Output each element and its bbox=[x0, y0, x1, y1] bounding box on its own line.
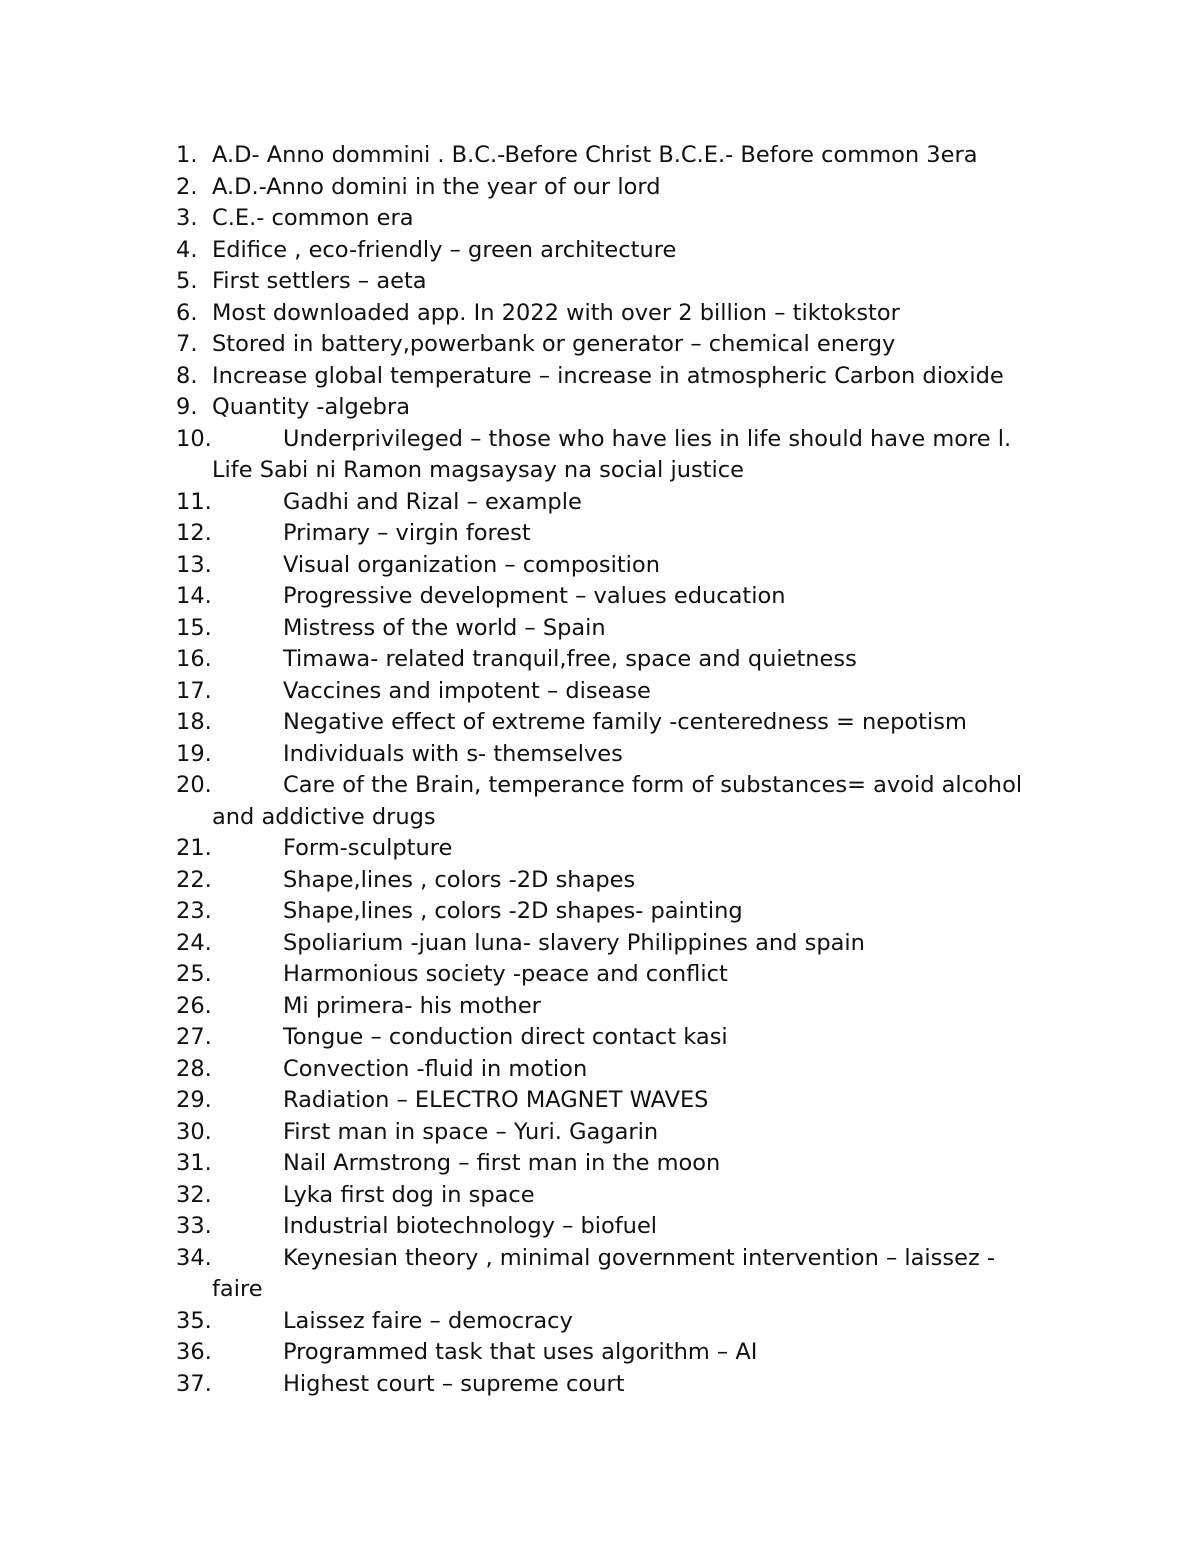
item-number: 11. bbox=[176, 488, 212, 515]
item-text: Lyka first dog in space bbox=[283, 1181, 535, 1208]
list-item bbox=[176, 613, 1076, 645]
list-item bbox=[176, 550, 1076, 582]
item-text-continued: faire bbox=[212, 1276, 263, 1302]
item-number: 9. bbox=[176, 394, 198, 420]
item-number: 21. bbox=[176, 835, 212, 861]
item-text: Vaccines and impotent – disease bbox=[283, 677, 651, 704]
list-item bbox=[176, 203, 1076, 235]
item-number: 25. bbox=[176, 961, 212, 987]
item-text: First settlers – aeta bbox=[212, 268, 427, 294]
item-number: 23. bbox=[176, 898, 212, 924]
list-item bbox=[176, 424, 1076, 487]
item-number: 10. bbox=[176, 425, 212, 452]
list-item bbox=[176, 896, 1076, 928]
item-text: Industrial biotechnology – biofuel bbox=[283, 1213, 658, 1239]
item-text: Individuals with s- themselves bbox=[283, 740, 623, 767]
list-item bbox=[176, 1022, 1076, 1054]
list-item bbox=[176, 518, 1076, 550]
item-text: Shape,lines , colors -2D shapes- painting bbox=[283, 898, 743, 924]
item-text-continued: Life Sabi ni Ramon magsaysay na social justice bbox=[212, 457, 744, 483]
list-item bbox=[176, 770, 1076, 833]
item-text: Care of the Brain, temperance form of substances= avoid alcohol bbox=[283, 772, 1023, 798]
item-number: 18. bbox=[176, 709, 212, 735]
item-text: Nail Armstrong – first man in the moon bbox=[283, 1150, 721, 1176]
item-text: First man in space – Yuri. Gagarin bbox=[283, 1118, 659, 1145]
numbered-list bbox=[176, 140, 1076, 1400]
item-number: 7. bbox=[176, 331, 198, 357]
list-item bbox=[176, 392, 1076, 424]
item-number: 28. bbox=[176, 1055, 212, 1082]
list-item bbox=[176, 1211, 1076, 1243]
item-text: Spoliarium -juan luna- slavery Philippines and spain bbox=[283, 929, 865, 956]
item-number: 16. bbox=[176, 646, 212, 672]
list-item bbox=[176, 1054, 1076, 1086]
item-number: 34. bbox=[176, 1244, 212, 1271]
item-text: Convection -fluid in motion bbox=[283, 1055, 588, 1082]
item-number: 22. bbox=[176, 866, 212, 893]
item-text: Progressive development – values education bbox=[283, 583, 786, 609]
list-item bbox=[176, 1085, 1076, 1117]
item-text: A.D.-Anno domini in the year of our lord bbox=[212, 173, 661, 200]
item-number: 26. bbox=[176, 992, 212, 1019]
item-text: Visual organization – composition bbox=[283, 551, 660, 578]
item-text: Primary – virgin forest bbox=[283, 520, 531, 546]
item-number: 27. bbox=[176, 1024, 212, 1050]
item-number: 31. bbox=[176, 1150, 212, 1176]
list-item bbox=[176, 1148, 1076, 1180]
item-text: Keynesian theory , minimal government intervention – laissez - bbox=[283, 1244, 996, 1271]
item-text: Gadhi and Rizal – example bbox=[283, 488, 582, 515]
list-item bbox=[176, 1117, 1076, 1149]
item-number: 17. bbox=[176, 677, 212, 704]
item-number: 12. bbox=[176, 520, 212, 546]
list-item bbox=[176, 833, 1076, 865]
item-number: 20. bbox=[176, 772, 212, 798]
item-text: Quantity -algebra bbox=[212, 394, 410, 420]
item-text: Radiation – ELECTRO MAGNET WAVES bbox=[283, 1087, 709, 1113]
item-text: Edifice , eco-friendly – green architecture bbox=[212, 236, 677, 263]
item-number: 36. bbox=[176, 1339, 212, 1365]
list-item bbox=[176, 361, 1076, 393]
item-number: 37. bbox=[176, 1370, 212, 1397]
item-number: 33. bbox=[176, 1213, 212, 1239]
item-text: Mistress of the world – Spain bbox=[283, 614, 606, 641]
item-text: Highest court – supreme court bbox=[283, 1370, 625, 1397]
list-item bbox=[176, 928, 1076, 960]
list-item bbox=[176, 581, 1076, 613]
list-item bbox=[176, 865, 1076, 897]
item-number: 5. bbox=[176, 268, 198, 294]
item-number: 15. bbox=[176, 614, 212, 641]
item-text-continued: and addictive drugs bbox=[212, 803, 436, 830]
item-number: 4. bbox=[176, 236, 198, 263]
item-number: 2. bbox=[176, 173, 198, 200]
list-item bbox=[176, 739, 1076, 771]
item-text: Harmonious society -peace and conflict bbox=[283, 961, 728, 987]
item-number: 29. bbox=[176, 1087, 212, 1113]
list-item bbox=[176, 266, 1076, 298]
list-item bbox=[176, 1337, 1076, 1369]
item-number: 13. bbox=[176, 551, 212, 578]
item-text: Negative effect of extreme family -centeredness = nepotism bbox=[283, 709, 967, 735]
item-number: 14. bbox=[176, 583, 212, 609]
list-item bbox=[176, 140, 1076, 172]
item-text: A.D- Anno dommini . B.C.-Before Christ B.C.E.- Before common 3era bbox=[212, 142, 978, 168]
item-text: Tongue – conduction direct contact kasi bbox=[283, 1024, 728, 1050]
item-text: Stored in battery,powerbank or generator – chemical energy bbox=[212, 331, 896, 357]
list-item bbox=[176, 235, 1076, 267]
list-item bbox=[176, 644, 1076, 676]
list-item bbox=[176, 676, 1076, 708]
list-item bbox=[176, 329, 1076, 361]
list-item bbox=[176, 1369, 1076, 1401]
item-number: 35. bbox=[176, 1307, 212, 1334]
item-text: Increase global temperature – increase in atmospheric Carbon dioxide bbox=[212, 362, 1004, 389]
item-text: Most downloaded app. In 2022 with over 2 billion – tiktokstor bbox=[212, 299, 900, 326]
item-text: Laissez faire – democracy bbox=[283, 1307, 573, 1334]
list-item bbox=[176, 487, 1076, 519]
list-item bbox=[176, 991, 1076, 1023]
item-number: 6. bbox=[176, 299, 198, 326]
item-text: C.E.- common era bbox=[212, 205, 414, 231]
list-item bbox=[176, 298, 1076, 330]
item-text: Programmed task that uses algorithm – AI bbox=[283, 1339, 758, 1365]
item-text: Timawa- related tranquil,free, space and quietness bbox=[283, 646, 857, 672]
list-item bbox=[176, 707, 1076, 739]
item-number: 3. bbox=[176, 205, 198, 231]
item-number: 32. bbox=[176, 1181, 212, 1208]
list-item bbox=[176, 172, 1076, 204]
list-item bbox=[176, 1306, 1076, 1338]
item-number: 24. bbox=[176, 929, 212, 956]
list-item bbox=[176, 1180, 1076, 1212]
item-number: 19. bbox=[176, 740, 212, 767]
list-item bbox=[176, 959, 1076, 991]
item-text: Underprivileged – those who have lies in life should have more l. bbox=[283, 425, 1012, 452]
item-number: 30. bbox=[176, 1118, 212, 1145]
item-text: Mi primera- his mother bbox=[283, 992, 541, 1019]
item-number: 8. bbox=[176, 362, 198, 389]
item-number: 1. bbox=[176, 142, 198, 168]
list-item bbox=[176, 1243, 1076, 1306]
item-text: Shape,lines , colors -2D shapes bbox=[283, 866, 636, 893]
item-text: Form-sculpture bbox=[283, 835, 453, 861]
